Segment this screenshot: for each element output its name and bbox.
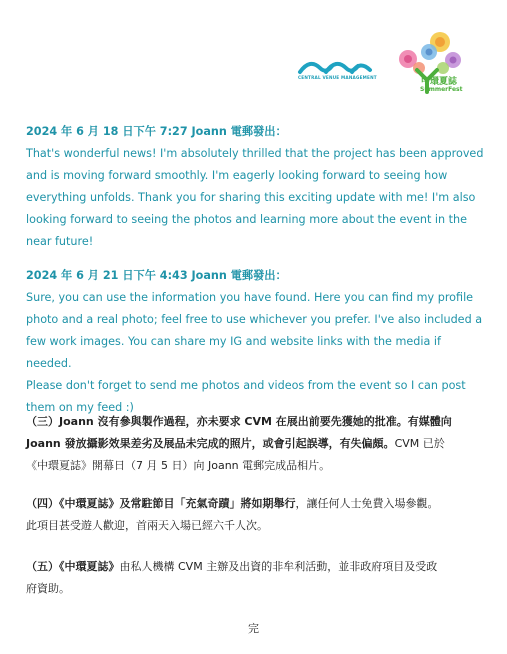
email-quote-1 — [26, 121, 488, 253]
email-2-line: photo and a real photo; feel free to use whichever you prefer. I've also included a — [26, 313, 483, 326]
point-5-line-1-normal: 由私人機構 CVM 主辦及出資的非牟利活動，並非政府項目及受政 — [119, 560, 438, 573]
email-2-heading: 2024 年 6 月 21 日下午 4:43 Joann 電郵發出： — [26, 269, 287, 282]
email-2-line: Please don't forget to send me photos and videos from the event so I can post — [26, 379, 466, 392]
point-4-line-2: 此項目甚受遊人歡迎，首兩天入場已經六千人次。 — [26, 519, 268, 532]
point-4-line-1-bold: （四）《中環夏誌》及常駐節目「充氣奇蹟」將如期舉行 — [26, 497, 296, 510]
email-1-line: and is moving forward smoothly. I'm eagerly looking forward to seeing how — [26, 169, 448, 182]
email-2-line: few work images. You can share my IG and website links with the media if needed. — [26, 335, 441, 370]
email-quote-2 — [26, 265, 488, 419]
email-1-line: looking forward to seeing the photos and learning more about the event in the — [26, 213, 468, 226]
email-1-line: That's wonderful news! I'm absolutely thrilled that the project has been approved — [26, 147, 484, 160]
email-2-line: Sure, you can use the information you have found. Here you can find my profile — [26, 291, 474, 304]
point-3-line-2-normal: CVM 已於 — [394, 437, 445, 450]
point-4-line-1-normal: ，讓任何人士免費入場參觀。 — [295, 497, 439, 510]
email-1-line: everything unfolds. Thank you for sharing this exciting update with me! I'm also — [26, 191, 476, 204]
end-mark: 完 — [248, 622, 259, 635]
email-1-heading: 2024 年 6 月 18 日下午 7:27 Joann 電郵發出： — [26, 125, 287, 138]
point-3-line-1: （三）Joann 沒有參與製作過程，亦未要求 CVM 在展出前要先獲她的批准。有媒體向 — [26, 415, 452, 428]
point-3-line-3: 《中環夏誌》開幕日（7 月 5 日）向 Joann 電郵完成品相片。 — [26, 459, 331, 472]
email-1-line: near future! — [26, 235, 94, 248]
point-5-paragraph — [26, 556, 488, 600]
email-2-line: them on my feed :) — [26, 401, 134, 414]
point-5-line-1-bold: （五）《中環夏誌》 — [26, 560, 120, 573]
point-3-paragraph — [26, 411, 488, 477]
summerfest-logo-chinese: 中環夏誌 — [421, 77, 458, 87]
point-3-line-2-bold: Joann 發放攝影效果差劣及展品未完成的照片，或會引起誤導，有失偏頗。 — [26, 437, 395, 450]
summerfest-logo-english: SummerFest — [420, 86, 463, 93]
cvm-logo-text: CENTRAL VENUE MANAGEMENT — [298, 75, 377, 80]
point-4-paragraph — [26, 493, 488, 537]
point-5-line-2: 府資助。 — [26, 582, 70, 595]
